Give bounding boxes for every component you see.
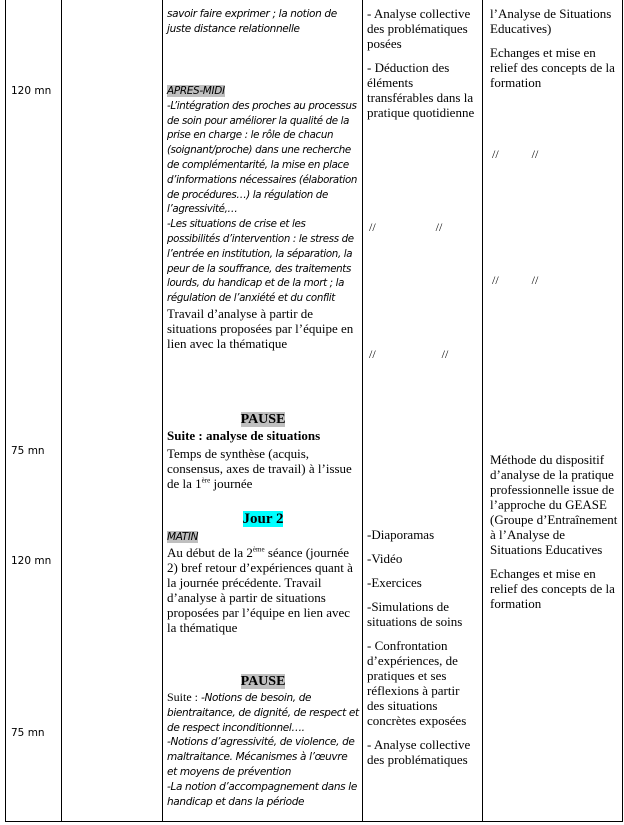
ditto-mark: // // <box>492 147 539 161</box>
column-divider-1 <box>61 0 62 822</box>
duration-label: 120 mn <box>11 85 52 97</box>
synthese-main: Temps de synthèse (acquis, consensus, axes de travail) à l’issue de la 1 <box>167 446 352 491</box>
pause-label: PAUSE <box>240 412 286 427</box>
travail-text: Travail d’analyse à partir de situations proposées par l’équipe en lien avec la thématique <box>167 305 354 351</box>
methode-text: Méthode du dispositif d’analyse de la pratique professionnelle issue de l’approche du GEASE (Groupe d’Entraînement à l’Analyse de Situations Educatives <box>490 452 618 557</box>
pause-row <box>167 410 359 428</box>
column-divider-2 <box>162 0 163 822</box>
analyse-collective-top: - Analyse collective des problématiques posées <box>367 6 471 51</box>
methods-column <box>367 6 479 120</box>
diaporamas: -Diaporamas <box>367 527 435 542</box>
suite-title: Suite : analyse de situations <box>167 428 321 443</box>
synthese-text <box>167 446 357 491</box>
ditto-mark: // // <box>369 347 449 361</box>
references-day2 <box>490 452 618 611</box>
echanges-text: Echanges et mise en relief des concepts de la formation <box>490 45 615 90</box>
afternoon-section <box>167 84 359 351</box>
pause-label: PAUSE <box>240 674 286 689</box>
matin-a: Au début de la 2 <box>167 545 253 560</box>
confrontation: - Confrontation d’expériences, de pratiques et ses réflexions à partir des situations concrètes exposées <box>367 638 467 728</box>
matin-b: séance (journée 2) bref retour d’expériences quant à la journée précédente. Travail d’analyse à partir de situations proposées par l’équipe en lien avec la thématique <box>167 545 353 635</box>
duration-label: 75 mn <box>11 445 45 457</box>
matin-heading <box>167 530 198 545</box>
echanges-text: Echanges et mise en relief des concepts de la formation <box>490 566 615 611</box>
ditto-mark: // // <box>369 220 443 234</box>
column-divider-3 <box>362 0 363 822</box>
exercices: -Exercices <box>367 575 422 590</box>
simulations: -Simulations de situations de soins <box>367 599 463 629</box>
methods-day2 <box>367 527 479 767</box>
suite2-italic: -Notions de besoin, de bientraitance, de dignité, de respect et de respect inconditionnel…. -Notions d’agressivité, de violence, de maltraitance. Mécanismes à l’œuvre et moyens de prévention -La notion d’accompagnement dans le handicap et dans la période <box>167 692 359 808</box>
day2-row <box>167 510 359 528</box>
suite2-text <box>167 690 359 809</box>
matin-label: MATIN <box>167 531 199 543</box>
table-border-right <box>622 0 623 822</box>
suite2-block <box>167 690 359 809</box>
synthese-sup: ère <box>201 476 211 485</box>
deduction-text: - Déduction des éléments transférables dans la pratique quotidienne <box>367 60 475 120</box>
top-continuation: l’Analyse de Situations Educatives) <box>490 6 612 36</box>
matin-sup: ème <box>252 545 265 554</box>
video: -Vidéo <box>367 551 403 566</box>
matin-text <box>167 545 359 635</box>
pause-row <box>167 672 359 690</box>
apres-midi-body: -L’intégration des proches au processus de soin pour améliorer la qualité de la prise en charge : le rôle de chacun (soignant/proche) dans une recherche de complémentarité, la mise en place d’informations nécessaires (élaboration de procédures…) la régulation de l’agressivité,… -Les situations de crise et les possibilités d’intervention : le stress de l’entrée en institution, la séparation, la peur de la souffrance, des traitements lourds, du handicap et de la mort ; la régulation de l’anxiété et du conflit <box>167 99 358 305</box>
column-divider-4 <box>482 0 483 822</box>
jour-2-heading: Jour 2 <box>242 511 284 527</box>
apres-midi-label: APRES-MIDI <box>167 85 225 97</box>
content-column <box>167 7 359 37</box>
intro-text: savoir faire exprimer ; la notion de juste distance relationnelle <box>167 8 337 35</box>
program-table <box>5 0 623 822</box>
ditto-mark: // // <box>492 273 539 287</box>
duration-label: 75 mn <box>11 727 45 739</box>
apres-midi-heading <box>167 84 359 99</box>
analyse-collective-bottom: - Analyse collective des problématiques <box>367 737 471 767</box>
table-border-bottom <box>5 821 623 822</box>
references-column <box>490 6 618 90</box>
duration-label: 120 mn <box>11 555 52 567</box>
synthese-end: journée <box>210 476 253 491</box>
table-border-left <box>5 0 6 822</box>
suite2-label: Suite : <box>167 690 202 704</box>
